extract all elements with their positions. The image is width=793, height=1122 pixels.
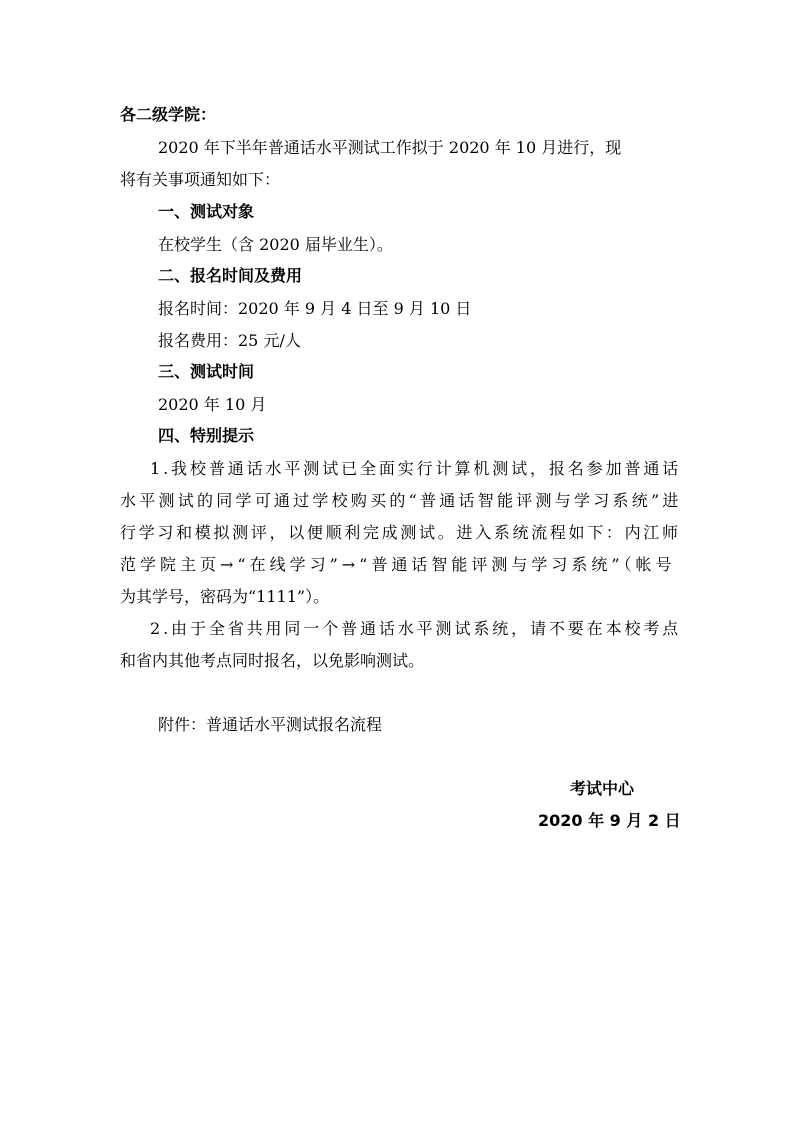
intro-line-1: 2020 年下半年普通话水平测试工作拟于 2020 年 10 月进行，现 bbox=[158, 138, 622, 157]
section-2-heading: 二、报名时间及费用 bbox=[158, 266, 303, 285]
section-1-line-1: 在校学生（含 2020 届毕业生）。 bbox=[158, 235, 393, 254]
signature-org: 考试中心 bbox=[570, 779, 635, 798]
section-4-line-2: 水平测试的同学可通过学校购买的“普通话智能评测与学习系统”进 bbox=[120, 491, 682, 510]
section-2-line-2: 报名费用：25 元/人 bbox=[158, 331, 301, 350]
section-4-line-1: 1.我校普通话水平测试已全面实行计算机测试，报名参加普通话 bbox=[150, 459, 682, 478]
salutation: 各二级学院： bbox=[120, 105, 217, 124]
section-4-heading: 四、特别提示 bbox=[158, 426, 255, 445]
signature-date: 2020 年 9 月 2 日 bbox=[538, 811, 681, 830]
section-3-line-1: 2020 年 10 月 bbox=[158, 395, 267, 414]
section-1-heading: 一、测试对象 bbox=[158, 202, 255, 221]
section-4-line-5: 为其学号，密码为“1111”）。 bbox=[120, 587, 330, 606]
section-4-line-6: 2.由于全省共用同一个普通话水平测试系统，请不要在本校考点 bbox=[150, 619, 682, 638]
section-4-line-3: 行学习和模拟测评，以便顺利完成测试。进入系统流程如下：内江师 bbox=[120, 523, 681, 542]
section-4-line-7: 和省内其他考点同时报名，以免影响测试。 bbox=[120, 651, 425, 670]
section-2-line-1: 报名时间：2020 年 9 月 4 日至 9 月 10 日 bbox=[158, 299, 472, 318]
section-3-heading: 三、测试时间 bbox=[158, 362, 255, 381]
attachment-line: 附件：普通话水平测试报名流程 bbox=[158, 715, 383, 734]
intro-line-2: 将有关事项通知如下： bbox=[120, 170, 281, 189]
section-4-line-4: 范学院主页→“在线学习”→“普通话智能评测与学习系统”（帐号 bbox=[120, 555, 676, 574]
